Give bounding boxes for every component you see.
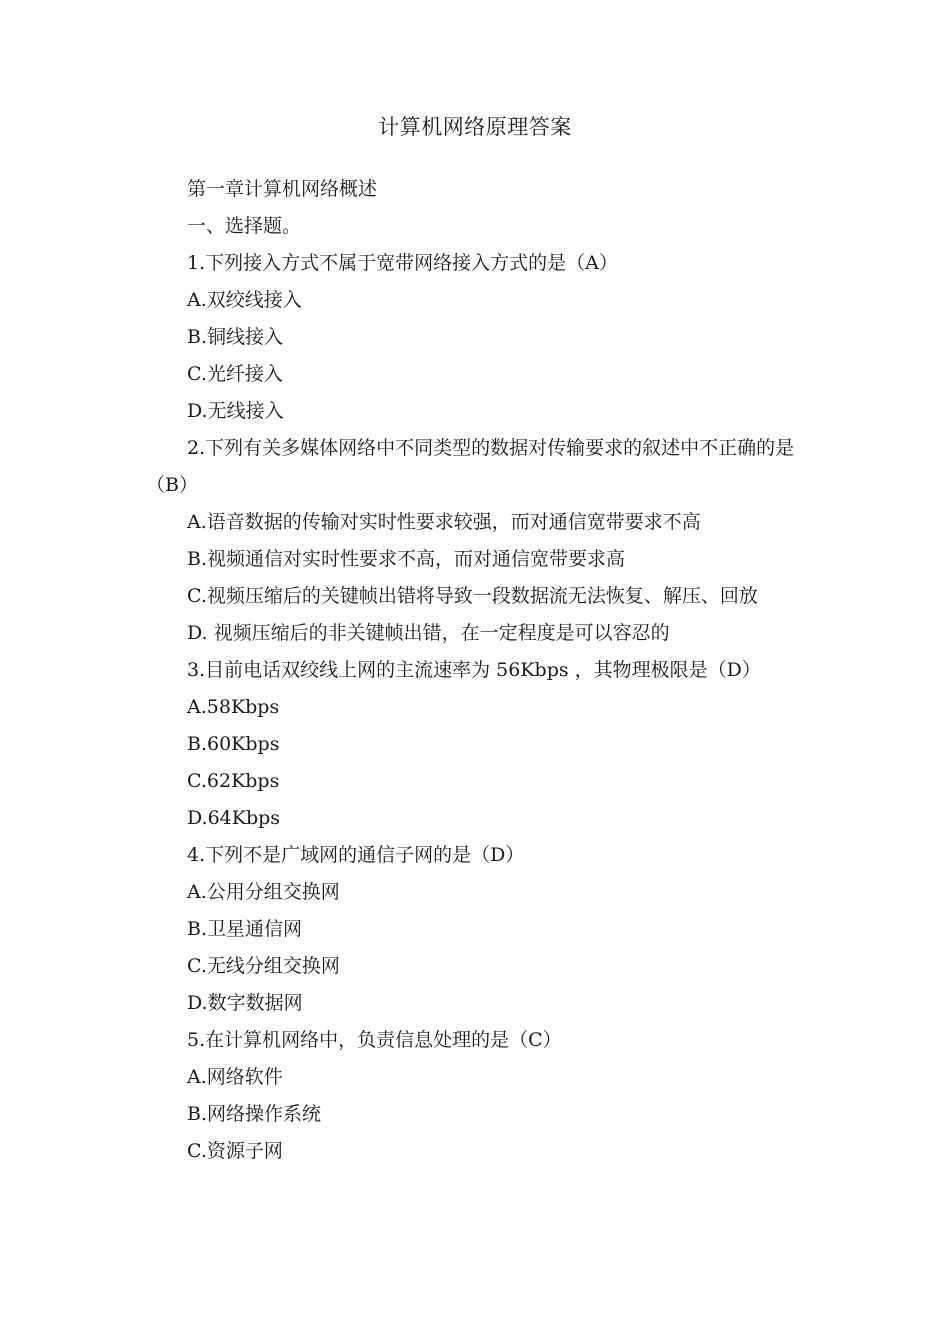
option-3c: C.62Kbps [187,770,280,792]
question-2: 2.下列有关多媒体网络中不同类型的数据对传输要求的叙述中不正确的是（B） [146,437,795,496]
option-1b: B.铜线接入 [187,326,284,348]
option-1a: A.双绞线接入 [187,289,302,311]
option-1d: D.无线接入 [187,400,284,422]
option-5a: A.网络软件 [187,1066,283,1088]
option-2b: B.视频通信对实时性要求不高，而对通信宽带要求高 [187,548,626,570]
option-2a: A.语音数据的传输对实时性要求较强，而对通信宽带要求不高 [187,511,701,533]
option-4c: C.无线分组交换网 [187,955,340,977]
option-5b: B.网络操作系统 [187,1103,322,1125]
option-4a: A.公用分组交换网 [187,881,340,903]
option-3a: A.58Kbps [187,696,280,718]
option-4d: D.数字数据网 [187,992,303,1014]
option-2d: D. 视频压缩后的非关键帧出错，在一定程度是可以容忍的 [187,622,670,644]
option-5c: C.资源子网 [187,1140,283,1162]
question-3: 3.目前电话双绞线上网的主流速率为 56Kbps ，其物理极限是（D） [187,659,761,681]
option-3d: D.64Kbps [187,807,281,829]
section-heading: 一、选择题。 [187,215,302,237]
question-1: 1.下列接入方式不属于宽带网络接入方式的是（A） [187,252,618,274]
question-4: 4.下列不是广域网的通信子网的是（D） [187,844,525,866]
option-4b: B.卫星通信网 [187,918,303,940]
question-5: 5.在计算机网络中，负责信息处理的是（C） [187,1029,562,1051]
option-3b: B.60Kbps [187,733,280,755]
chapter-heading: 第一章计算机网络概述 [187,178,378,200]
option-2c: C.视频压缩后的关键帧出错将导致一段数据流无法恢复、解压、回放 [187,585,758,607]
document-title: 计算机网络原理答案 [378,115,572,139]
document-body [146,171,816,1170]
option-1c: C.光纤接入 [187,363,283,385]
